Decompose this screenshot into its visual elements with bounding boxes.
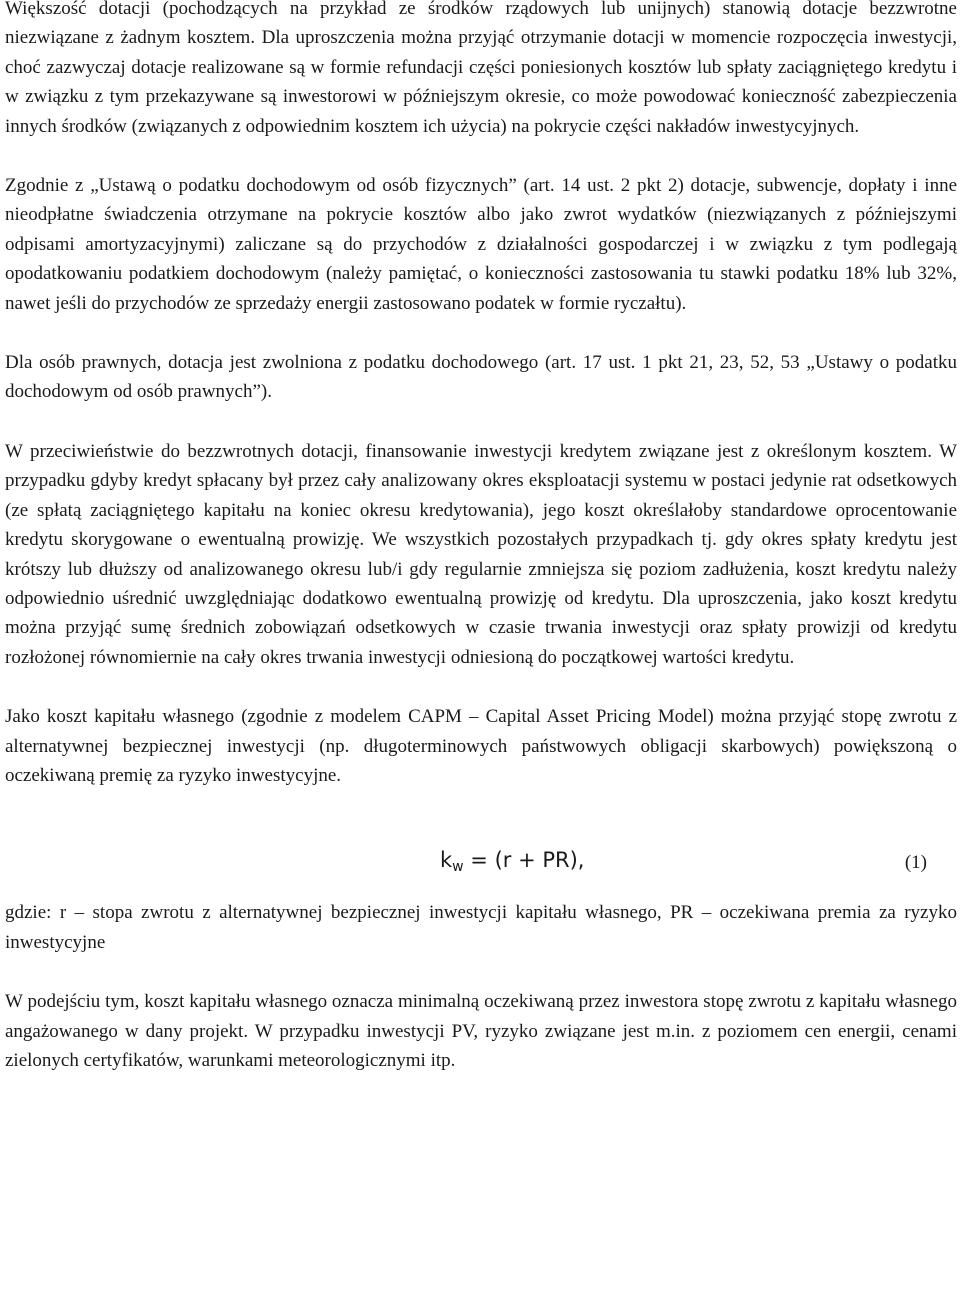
paragraph-equity-risk: W podejściu tym, koszt kapitału własnego oznacza minimalną oczekiwaną przez inwestora stopę zwrotu z kapitału własnego angażowanego w dany projekt. W przypadku inwestycji PV, ryzyko związane jest m.in. z poziomem cen energii, cenami zielonych certyfikatów, warunkami meteorologicznymi itp. [5,991,957,1071]
equation-lhs-base: k [440,848,453,873]
equation-number: (1) [904,852,927,874]
paragraph-income-tax-legal-persons: Dla osób prawnych, dotacja jest zwolniona z podatku dochodowego (art. 17 ust. 1 pkt 21, 23, 52, 53 „Ustawy o podatku dochodowym od osób prawnych”). [5,352,957,403]
equation-cost-of-equity [440,846,584,882]
paragraph-loan-cost: W przeciwieństwie do bezzwrotnych dotacji, finansowanie inwestycji kredytem związane jest z określonym kosztem. W przypadku gdyby kredyt spłacany był przez cały analizowany okres eksploatacji systemu w postaci jedynie rat odsetkowych (ze spłatą zaciągniętego kapitału na koniec okresu kredytowania), jego koszt określałoby standardowe oprocentowanie kredytu skorygowane o ewentualną prowizję. We wszystkich pozostałych przypadkach tj. gdy okres spłaty kredytu jest krótszy lub dłuższy od analizowanego okresu lub/i gdy regularnie zmniejsza się poziom zadłużenia, koszt kredytu należy odpowiednio uśrednić uwzględniając dodatkowo ewentualną prowizję od kredytu. Dla uproszczenia, jako koszt kredytu można przyjąć sumę średnich zobowiązań odsetkowych w czasie trwania inwestycji oraz spłaty prowizji od kredytu rozłożonej równomiernie na cały okres trwania inwestycji odniesioną do początkowej wartości kredytu. [5,440,957,668]
paragraph-income-tax-individuals: Zgodnie z „Ustawą o podatku dochodowym od osób fizycznych” (art. 14 ust. 2 pkt 2) dotacje, subwencje, dopłaty i inne nieodpłatne świadczenia otrzymane na pokrycie kosztów albo jako zwrot wydatków (niezwiązanych z późniejszymi odpisami amortyzacyjnymi) zaliczane są do przychodów z działalności gospodarczej i w związku z tym podlegają opodatkowaniu podatkiem dochodowym (należy pamiętać, o konieczności zastosowania tu stawki podatku 18% lub 32%, nawet jeśli do przychodów ze sprzedaży energii zastosowano podatek w formie ryczałtu). [5,175,957,314]
paragraph-equity-cost-capm: Jako koszt kapitału własnego (zgodnie z modelem CAPM – Capital Asset Pricing Model) można przyjąć stopę zwrotu z alternatywnej bezpiecznej inwestycji (np. długoterminowych państwowych obligacji skarbowych) powiększoną o oczekiwaną premię za ryzyko inwestycyjne. [5,706,957,786]
equation-rhs: = (r + PR), [463,848,585,873]
equation-lhs-subscript: w [452,859,464,876]
paragraph-grants: Większość dotacji (pochodzących na przykład ze środków rządowych lub unijnych) stanowią dotacje bezzwrotne niezwiązane z żadnym kosztem. Dla uproszczenia można przyjąć otrzymanie dotacji w momencie rozpoczęcia inwestycji, choć zazwyczaj dotacje realizowane są w formie refundacji części poniesionych kosztów lub spłaty zaciągniętego kredytu i w związku z tym przekazywane są inwestorowi w późniejszym okresie, co może powodować konieczność zabezpieczenia innych środków (związanych z odpowiednim kosztem ich użycia) na pokrycie części nakładów inwestycyjnych. [5,0,957,137]
paragraph-equation-legend: gdzie: r – stopa zwrotu z alternatywnej bezpiecznej inwestycji kapitału własnego, PR – oczekiwana premia za ryzyko inwestycyjne [5,902,957,953]
equation-row [5,842,957,882]
